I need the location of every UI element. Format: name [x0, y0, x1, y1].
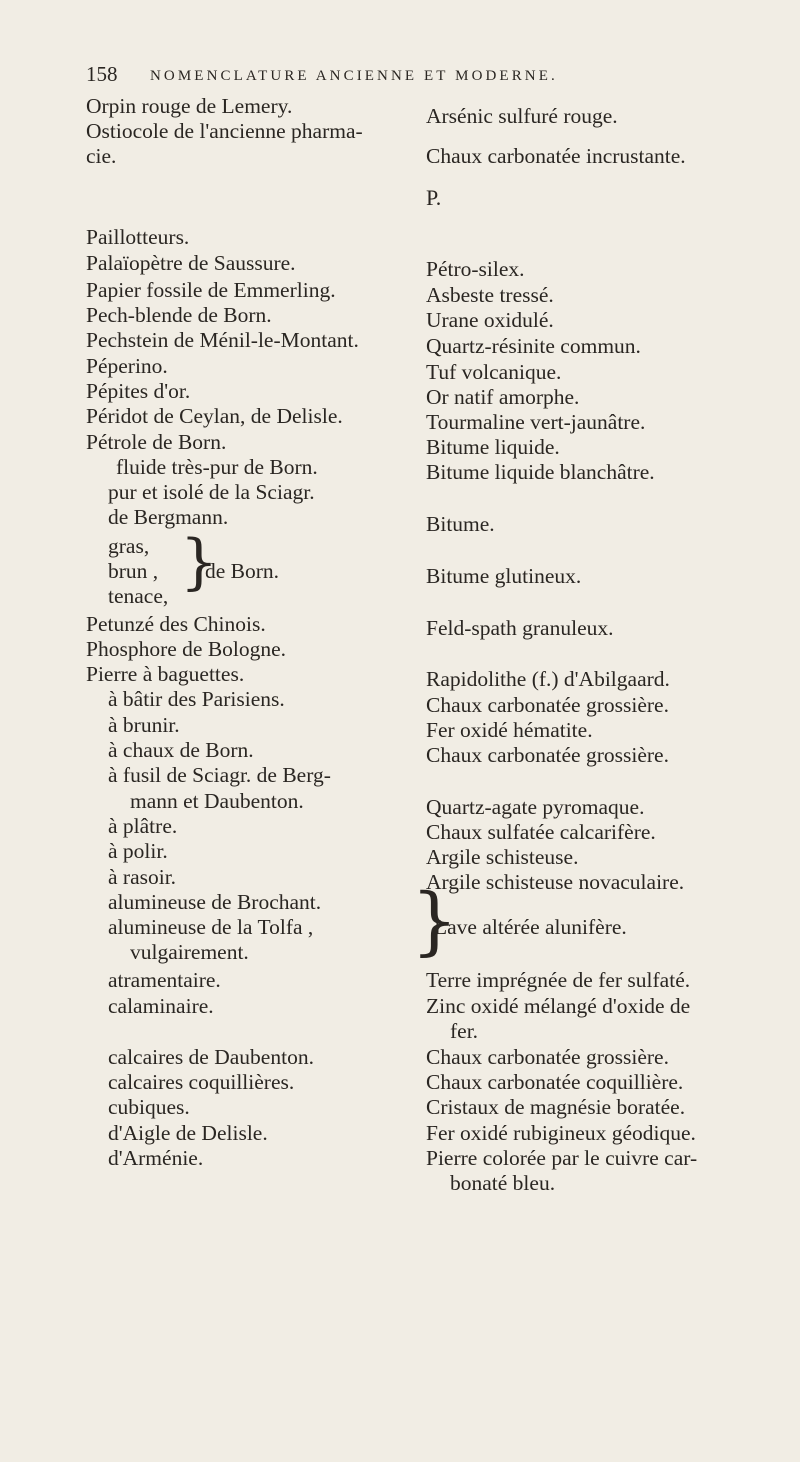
entry-modern-name: Lave altérée alunifère.: [434, 915, 627, 939]
entry-old-name: à brunir.: [108, 713, 180, 737]
entry-old-name: Péperino.: [86, 354, 168, 378]
entry-modern-name: Argile schisteuse novaculaire.: [426, 870, 685, 894]
entry-old-name: mann et Daubenton.: [130, 789, 304, 813]
entry-modern-name: Chaux carbonatée coquillière.: [426, 1070, 684, 1094]
entry-old-name: d'Arménie.: [108, 1146, 204, 1170]
entry-old-name: Palaïopètre de Saussure.: [86, 251, 296, 275]
entry-old-name: alumineuse de Brochant.: [108, 890, 322, 914]
entry-old-name: Péridot de Ceylan, de Delisle.: [86, 404, 343, 428]
entry-old-name: alumineuse de la Tolfa ,: [108, 915, 314, 939]
entry-old-name: d'Aigle de Delisle.: [108, 1121, 268, 1145]
brace-bracket: }: [180, 527, 219, 597]
entry-old-name: calaminaire.: [108, 994, 214, 1018]
entry-modern-name: Tuf volcanique.: [426, 360, 562, 384]
entry-old-name: gras,: [108, 534, 150, 558]
entry-modern-name: fer.: [450, 1019, 479, 1043]
entry-old-name: brun ,: [108, 559, 159, 583]
entry-old-name: Phosphore de Bologne.: [86, 637, 287, 661]
entry-modern-name: Chaux carbonatée grossière.: [426, 1045, 669, 1069]
running-title: NOMENCLATURE ANCIENNE ET MODERNE.: [150, 68, 558, 84]
entry-modern-name: Bitume glutineux.: [426, 564, 582, 588]
entry-old-name: cie.: [86, 144, 117, 168]
entry-modern-name: Tourmaline vert-jaunâtre.: [426, 410, 646, 434]
entry-modern-name: Fer oxidé rubigineux géodique.: [426, 1121, 696, 1145]
entry-old-name: à plâtre.: [108, 814, 178, 838]
entry-old-name: à chaux de Born.: [108, 738, 254, 762]
entry-old-name: Ostiocole de l'ancienne pharma-: [86, 119, 363, 143]
entry-old-name: à rasoir.: [108, 865, 177, 889]
entry-modern-name: Pétro-silex.: [426, 257, 525, 281]
entry-modern-name: Feld-spath granuleux.: [426, 616, 614, 640]
entry-modern-name: Terre imprégnée de fer sulfaté.: [426, 968, 691, 992]
entry-old-name: Pech-blende de Born.: [86, 303, 272, 327]
entry-modern-name: Bitume.: [426, 512, 495, 536]
entry-old-name: Orpin rouge de Lemery.: [86, 94, 293, 118]
entry-old-name: vulgairement.: [130, 940, 249, 964]
running-head: [86, 62, 760, 92]
brace-bracket: }: [411, 878, 459, 964]
entry-modern-name: Cristaux de magnésie boratée.: [426, 1095, 686, 1119]
entry-old-name: à bâtir des Parisiens.: [108, 687, 285, 711]
brace-note: de Born.: [205, 559, 280, 583]
entry-old-name: Papier fossile de Emmerling.: [86, 278, 336, 302]
entry-old-name: Petunzé des Chinois.: [86, 612, 266, 636]
entry-old-name: calcaires coquillières.: [108, 1070, 295, 1094]
entry-modern-name: bonaté bleu.: [450, 1171, 556, 1195]
entry-old-name: atramentaire.: [108, 968, 221, 992]
entry-modern-name: Quartz-agate pyromaque.: [426, 795, 645, 819]
entry-modern-name: Argile schisteuse.: [426, 845, 579, 869]
section-letter: P.: [426, 185, 442, 210]
entry-modern-name: Chaux carbonatée grossière.: [426, 693, 669, 717]
entry-old-name: Pierre à baguettes.: [86, 662, 245, 686]
entry-modern-name: Zinc oxidé mélangé d'oxide de: [426, 994, 691, 1018]
entry-old-name: à polir.: [108, 839, 168, 863]
entry-modern-name: Arsénic sulfuré rouge.: [426, 104, 618, 128]
entry-old-name: fluide très-pur de Born.: [116, 455, 318, 479]
entry-modern-name: Chaux carbonatée grossière.: [426, 743, 669, 767]
entry-modern-name: Pierre colorée par le cuivre car-: [426, 1146, 698, 1170]
entry-modern-name: Chaux sulfatée calcarifère.: [426, 820, 656, 844]
entry-old-name: calcaires de Daubenton.: [108, 1045, 314, 1069]
entry-modern-name: Rapidolithe (f.) d'Abilgaard.: [426, 667, 670, 691]
page-number: 158: [86, 62, 118, 86]
entry-modern-name: Asbeste tressé.: [426, 283, 554, 307]
entry-old-name: pur et isolé de la Sciagr.: [108, 480, 315, 504]
entry-modern-name: Bitume liquide blanchâtre.: [426, 460, 655, 484]
entry-old-name: Pétrole de Born.: [86, 430, 227, 454]
entry-modern-name: Quartz-résinite commun.: [426, 334, 641, 358]
entry-old-name: Pechstein de Ménil-le-Montant.: [86, 328, 359, 352]
entry-modern-name: Bitume liquide.: [426, 435, 560, 459]
entry-modern-name: Or natif amorphe.: [426, 385, 580, 409]
entry-old-name: Paillotteurs.: [86, 225, 190, 249]
entry-old-name: de Bergmann.: [108, 505, 229, 529]
entry-old-name: à fusil de Sciagr. de Berg-: [108, 763, 331, 787]
entry-old-name: Pépites d'or.: [86, 379, 191, 403]
entry-old-name: cubiques.: [108, 1095, 190, 1119]
entry-old-name: tenace,: [108, 584, 169, 608]
entry-modern-name: Fer oxidé hématite.: [426, 718, 593, 742]
entry-modern-name: Urane oxidulé.: [426, 308, 554, 332]
entry-modern-name: Chaux carbonatée incrustante.: [426, 144, 686, 168]
